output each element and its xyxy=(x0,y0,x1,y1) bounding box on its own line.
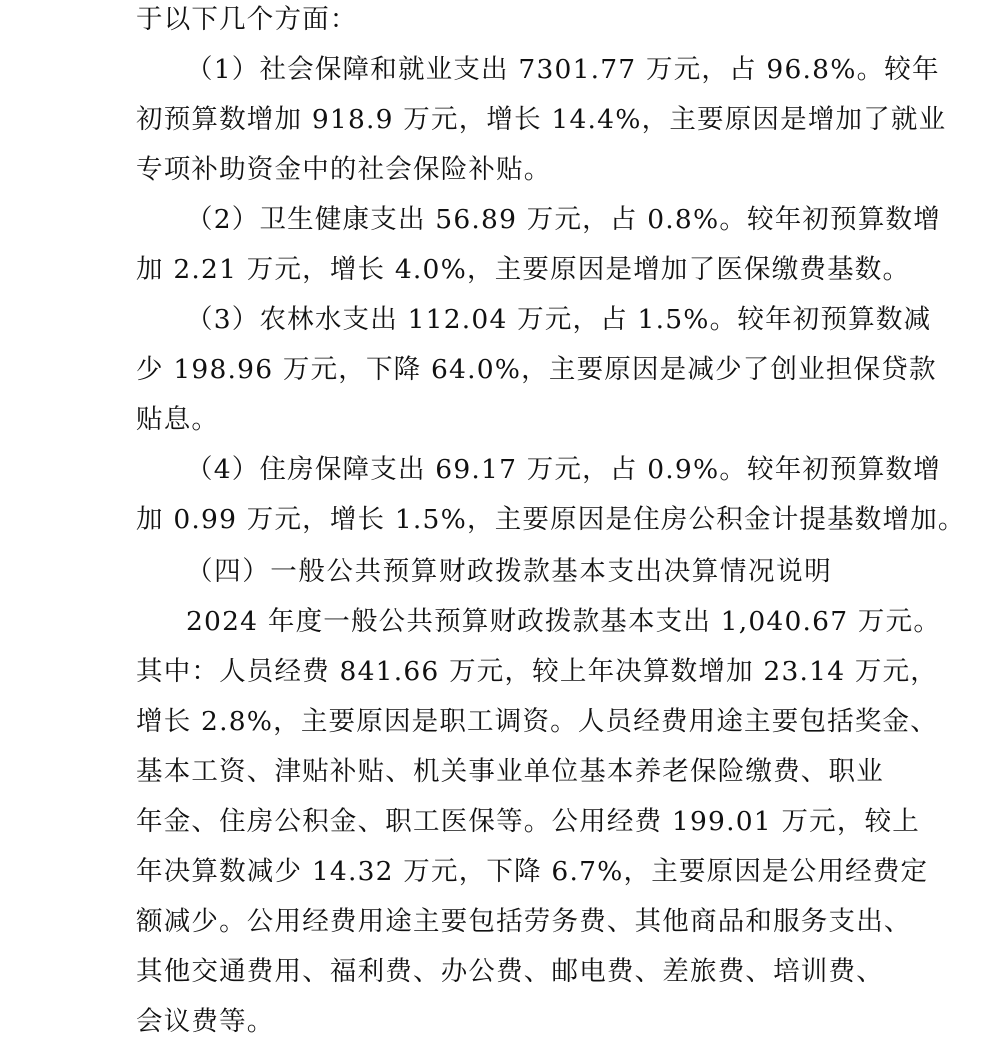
text-line: 专项补助资金中的社会保险补贴。 xyxy=(136,154,552,185)
text-line: 少 198.96 万元，下降 64.0%，主要原因是减少了创业担保贷款 xyxy=(136,354,937,385)
text-line: 初预算数增加 918.9 万元，增长 14.4%，主要原因是增加了就业 xyxy=(136,104,947,135)
text-line: 额减少。公用经费用途主要包括劳务费、其他商品和服务支出、 xyxy=(136,906,912,937)
section-heading: （四）一般公共预算财政拨款基本支出决算情况说明 xyxy=(186,556,833,587)
text-line: 贴息。 xyxy=(136,404,220,435)
text-line: 其中：人员经费 841.66 万元，较上年决算数增加 23.14 万元， xyxy=(136,656,938,687)
text-line: 2024 年度一般公共预算财政拨款基本支出 1,040.67 万元。 xyxy=(186,606,942,637)
text-line: 年决算数减少 14.32 万元，下降 6.7%，主要原因是公用经费定 xyxy=(136,856,929,887)
text-line: 增长 2.8%，主要原因是职工调资。人员经费用途主要包括奖金、 xyxy=(136,706,938,737)
text-line: 基本工资、津贴补贴、机关事业单位基本养老保险缴费、职业 xyxy=(136,756,884,787)
text-line: （1）社会保障和就业支出 7301.77 万元，占 96.8%。较年 xyxy=(186,54,940,85)
text-line: 会议费等。 xyxy=(136,1006,275,1037)
text-line: 加 0.99 万元，增长 1.5%，主要原因是住房公积金计提基数增加。 xyxy=(136,504,966,535)
text-line: 其他交通费用、福利费、办公费、邮电费、差旅费、培训费、 xyxy=(136,956,884,987)
text-line: （3）农林水支出 112.04 万元，占 1.5%。较年初预算数减 xyxy=(186,304,932,335)
text-line: 加 2.21 万元，增长 4.0%，主要原因是增加了医保缴费基数。 xyxy=(136,254,911,285)
text-line: （2）卫生健康支出 56.89 万元，占 0.8%。较年初预算数增 xyxy=(186,204,941,235)
text-line: 年金、住房公积金、职工医保等。公用经费 199.01 万元，较上 xyxy=(136,806,920,837)
text-line: 于以下几个方面： xyxy=(136,4,358,35)
text-line: （4）住房保障支出 69.17 万元，占 0.9%。较年初预算数增 xyxy=(186,454,941,485)
